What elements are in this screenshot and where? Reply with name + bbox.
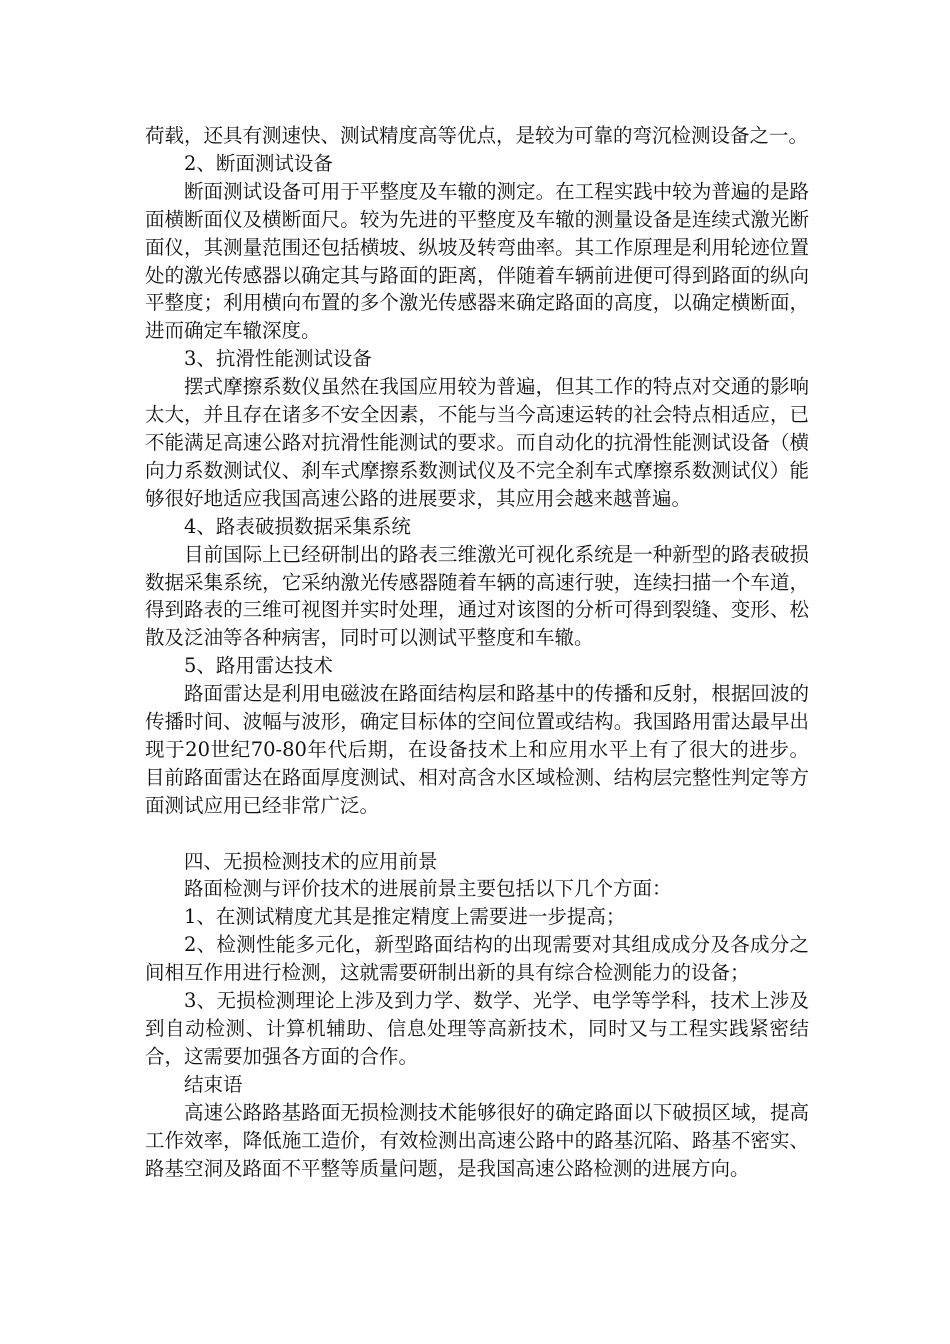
document-body	[145, 122, 809, 1182]
paragraph-conclusion: 高速公路路基路面无损检测技术能够很好的确定路面以下破损区域，提高工作效率，降低施工造价，有效检测出高速公路中的路基沉陷、路基不密实、路基空洞及路面不平整等质量问题，是我国高速公路检测的进展方向。	[145, 1100, 809, 1180]
paragraph-part-4-intro: 路面检测与评价技术的进展前景主要包括以下几个方面：	[184, 877, 672, 901]
heading-conclusion: 结束语	[184, 1072, 243, 1096]
paragraph-section-2: 断面测试设备可用于平整度及车辙的测定。在工程实践中较为普遍的是路面横断面仪及横断面尺。较为先进的平整度及车辙的测量设备是连续式激光断面仪，其测量范围还包括横坡、纵坡及转弯曲率。其工作原理是利用轮迹位置处的激光传感器以确定其与路面的距离，伴随着车辆前进便可得到路面的纵向平整度；利用横向布置的多个激光传感器来确定路面的高度，以确定横断面，进而确定车辙深度。	[145, 179, 809, 343]
heading-section-2: 2、断面测试设备	[184, 151, 333, 175]
paragraph-section-3: 摆式摩擦系数仪虽然在我国应用较为普遍，但其工作的特点对交通的影响太大，并且存在诸多不安全因素，不能与当今高速运转的社会特点相适应，已不能满足高速公路对抗滑性能测试的要求。而自动化的抗滑性能测试设备（横向力系数测试仪、刹车式摩擦系数测试仪及不完全刹车式摩擦系数测试仪）能够很好地适应我国高速公路的进展要求，其应用会越来越普遍。	[145, 375, 809, 510]
heading-section-4: 4、路表破损数据采集系统	[184, 514, 411, 538]
list-item-1: 1、在测试精度尤其是推定精度上需要进一步提高；	[184, 905, 626, 929]
paragraph-continuation: 荷载，还具有测速快、测试精度高等优点，是较为可靠的弯沉检测设备之一。	[145, 124, 809, 147]
list-item-2: 2、检测性能多元化，新型路面结构的出现需要对其组成成分及各成分之间相互作用进行检测，这就需要研制出新的具有综合检测能力的设备；	[145, 933, 809, 985]
paragraph-section-5: 路面雷达是利用电磁波在路面结构层和路基中的传播和反射，根据回波的传播时间、波幅与波形，确定目标体的空间位置或结构。我国路用雷达最早出现于20世纪70-80年代后期，在设备技术上和应用水平上有了很大的进步。目前路面雷达在路面厚度测试、相对高含水区域检测、结构层完整性判定等方面测试应用已经非常广泛。	[145, 682, 809, 817]
heading-section-3: 3、抗滑性能测试设备	[184, 347, 372, 371]
heading-section-5: 5、路用雷达技术	[184, 654, 333, 678]
blank-line	[145, 820, 809, 848]
paragraph-section-4: 目前国际上已经研制出的路表三维激光可视化系统是一种新型的路表破损数据采集系统，它采纳激光传感器随着车辆的高速行驶，连续扫描一个车道，得到路表的三维可视图并实时处理，通过对该图的分析可得到裂缝、变形、松散及泛油等各种病害，同时可以测试平整度和车辙。	[145, 542, 809, 650]
list-item-3: 3、无损检测理论上涉及到力学、数学、光学、电学等学科，技术上涉及到自动检测、计算机辅助、信息处理等高新技术，同时又与工程实践紧密结合，这需要加强各方面的合作。	[145, 989, 809, 1068]
heading-part-4: 四、无损检测技术的应用前景	[184, 849, 438, 873]
